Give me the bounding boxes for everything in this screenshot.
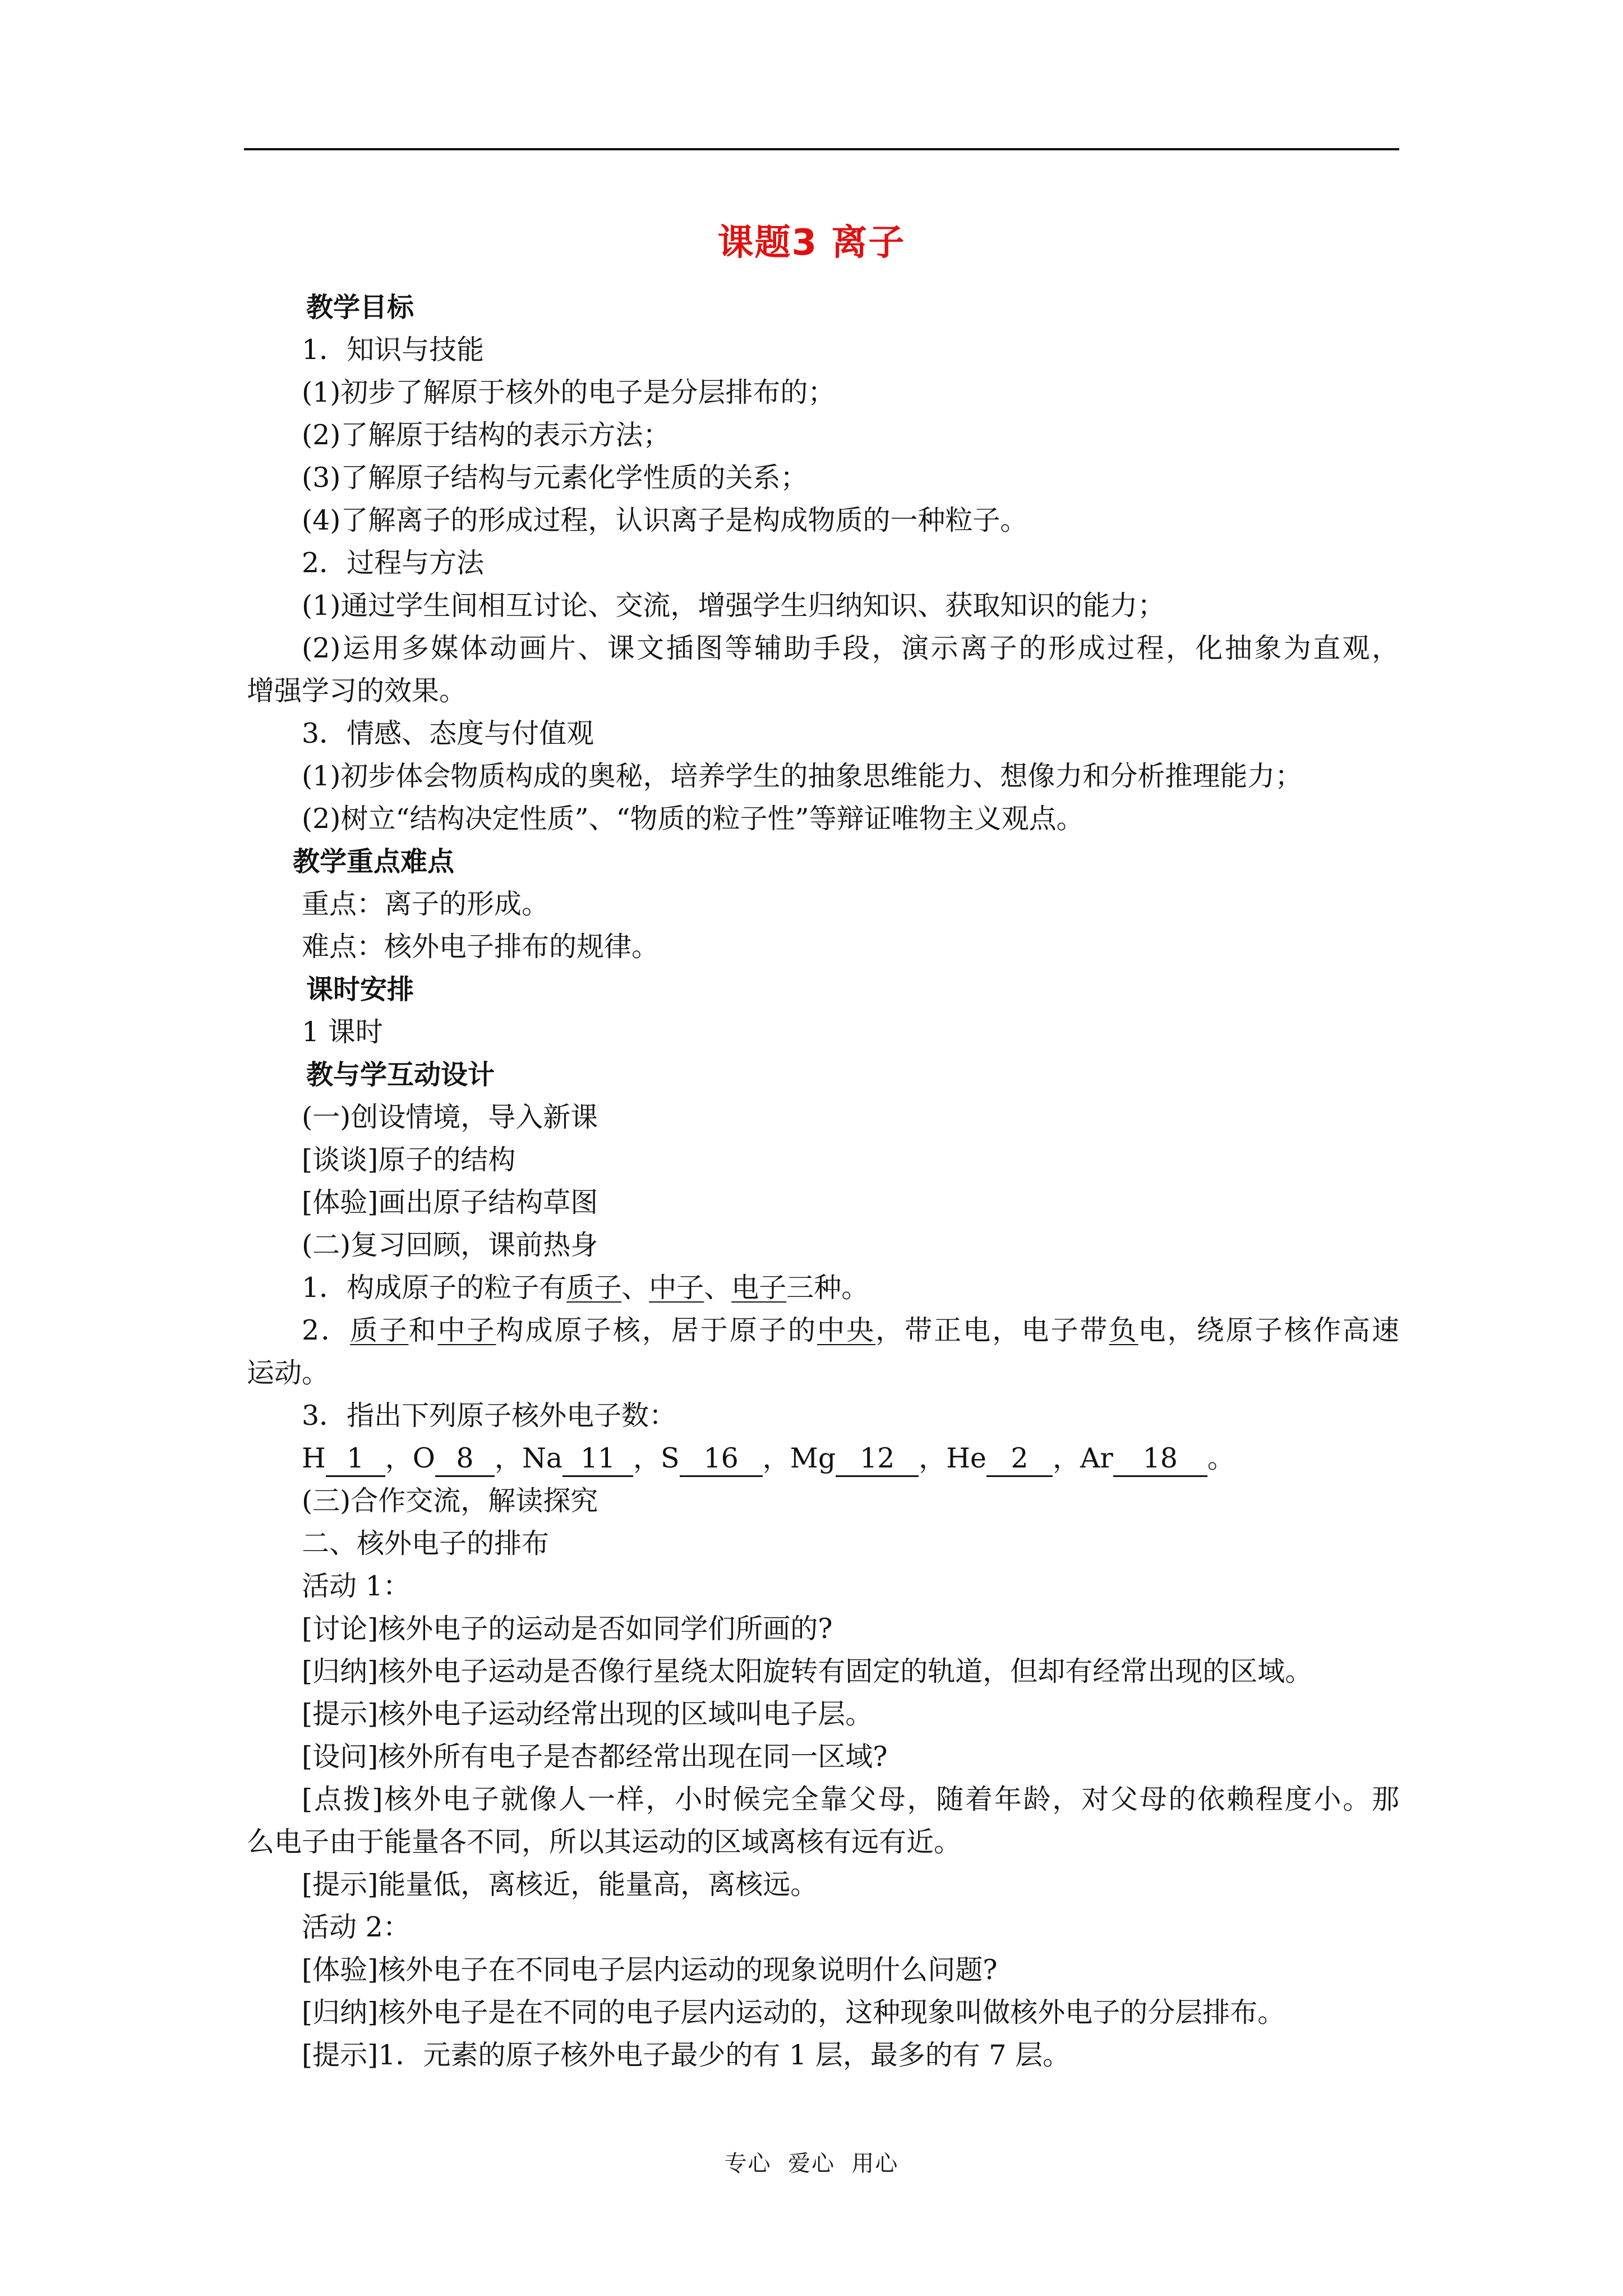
difficult-point: 难点：核外电子排布的规律。: [302, 931, 660, 963]
question-3-answers: [247, 1437, 1399, 1480]
section-heading-design: 教与学互动设计: [306, 1059, 495, 1091]
activity-line-continuation: 么电子由于能量各不同，所以其运动的区域离核有远有近。: [247, 1826, 962, 1858]
activity-line: [归纳]核外电子是在不同的电子层内运动的，这种现象叫做核外电子的分层排布。: [302, 1996, 1285, 2028]
question-3-title: 3．指出下列原子核外电子数：: [302, 1400, 677, 1432]
design-part-2: (二)复习回顾，课前热身: [302, 1229, 598, 1261]
goal-section-2-title: 2．过程与方法: [302, 547, 485, 579]
page-footer: 专心 爱心 用心: [724, 2151, 899, 2177]
goal-item: (2)运用多媒体动画片、课文插图等辅助手段，演示离子的形成过程，化抽象为直观，: [302, 632, 1399, 664]
section-heading-keypoints: 教学重点难点: [293, 846, 455, 877]
element-symbol: He: [946, 1442, 986, 1474]
answer-blank: 质子: [566, 1272, 622, 1304]
activity-line: [讨论]核外电子的运动是否如同学们所画的?: [302, 1613, 833, 1645]
element-symbol: H: [302, 1442, 326, 1474]
goal-item: (2)树立“结构决定性质”、“物质的粒子性”等辩证唯物主义观点。: [302, 803, 1084, 835]
activity-line: [提示]能量低，离核近，能量高，离核远。: [302, 1869, 818, 1901]
question-1: [247, 1267, 1399, 1309]
element-symbol: S: [661, 1442, 680, 1474]
question-text: 1．构成原子的粒子有: [302, 1272, 567, 1304]
goal-section-3-title: 3．情感、态度与付值观: [302, 717, 594, 749]
separator: ，: [919, 1442, 947, 1474]
answer-blank: 2: [986, 1442, 1053, 1477]
answer-blank: 质子: [350, 1314, 409, 1346]
element-symbol: Na: [522, 1442, 563, 1474]
answer-blank: 11: [562, 1442, 633, 1477]
activity-line: [提示]1．元素的原子核外电子最少的有 1 层，最多的有 7 层。: [302, 2039, 1071, 2071]
answer-blank: 中子: [649, 1272, 704, 1304]
question-2-continuation: 运动。: [247, 1357, 330, 1389]
answer-blank: 电子: [731, 1272, 787, 1304]
goal-item: (3)了解原子结构与元素化学性质的关系；: [302, 462, 808, 494]
activity-2-label: 活动 2：: [302, 1911, 411, 1943]
question-text: ，带正电，电子带: [875, 1314, 1109, 1346]
goal-item: (1)通过学生间相互讨论、交流，增强学生归纳知识、获取知识的能力；: [302, 590, 1165, 622]
element-symbol: O: [412, 1442, 435, 1474]
separator: ，: [494, 1442, 522, 1474]
design-part-1: (一)创设情境，导入新课: [302, 1101, 598, 1133]
question-text: 电，绕原子核作高速: [1138, 1314, 1399, 1346]
separator: ，: [633, 1442, 661, 1474]
answer-blank: 1: [326, 1442, 385, 1477]
goal-item: (1)初步体会物质构成的奥秘，培养学生的抽象思维能力、想像力和分析推理能力；: [302, 760, 1303, 792]
key-point: 重点：离子的形成。: [302, 888, 550, 920]
section-heading-schedule: 课时安排: [306, 974, 414, 1005]
design-talk: [谈谈]原子的结构: [302, 1144, 516, 1176]
answer-blank: 12: [836, 1442, 919, 1477]
design-part-3: (三)合作交流，解读探究: [302, 1485, 598, 1517]
goal-item: (4)了解离子的形成过程，认识离子是构成物质的一种粒子。: [302, 504, 1028, 536]
separator: ，: [762, 1442, 790, 1474]
answer-blank: 16: [680, 1442, 763, 1477]
question-text: 三种。: [786, 1272, 869, 1304]
activity-line: [设问]核外所有电子是杏都经常出现在同一区域?: [302, 1741, 888, 1773]
separator: 、: [704, 1272, 732, 1304]
activity-line: [提示]核外电子运动经常出现的区域叫电子层。: [302, 1698, 873, 1730]
document-body: [247, 286, 1399, 2077]
design-experience: [体验]画出原子结构草图: [302, 1186, 598, 1218]
design-section-2: 二、核外电子的排布: [302, 1527, 550, 1559]
header-rule: [244, 148, 1399, 150]
activity-line: [点拨]核外电子就像人一样，小时候完全靠父母，随着年龄，对父母的依赖程度小。那: [302, 1783, 1399, 1815]
element-symbol: Ar: [1080, 1442, 1113, 1474]
question-2: [247, 1309, 1399, 1352]
separator: 、: [621, 1272, 649, 1304]
answer-blank: 中子: [437, 1314, 496, 1346]
separator: 。: [1207, 1442, 1235, 1474]
section-heading-goals: 教学目标: [306, 292, 414, 323]
separator: ，: [1052, 1442, 1080, 1474]
page-title: 课题3 离子: [717, 222, 906, 264]
activity-1-label: 活动 1：: [302, 1570, 411, 1602]
goal-item: (1)初步了解原于核外的电子是分层排布的；: [302, 376, 836, 408]
goal-item: (2)了解原于结构的表示方法；: [302, 419, 671, 451]
answer-blank: 18: [1113, 1442, 1207, 1477]
question-text: 构成原子核，居于原子的: [496, 1314, 818, 1346]
activity-line: [归纳]核外电子运动是否像行星绕太阳旋转有固定的轨道，但却有经常出现的区域。: [302, 1655, 1313, 1687]
goal-item-continuation: 增强学习的效果。: [247, 675, 467, 707]
answer-blank: 负: [1109, 1314, 1138, 1346]
separator: ，: [385, 1442, 413, 1474]
schedule-value: 1 课时: [302, 1016, 383, 1048]
question-text: 2．: [302, 1314, 351, 1346]
question-text: 和: [408, 1314, 438, 1346]
answer-blank: 8: [435, 1442, 495, 1477]
activity-line: [体验]核外电子在不同电子层内运动的现象说明什么问题?: [302, 1954, 998, 1986]
answer-blank: 中央: [817, 1314, 876, 1346]
goal-section-1-title: 1．知识与技能: [302, 334, 485, 366]
element-symbol: Mg: [790, 1442, 836, 1474]
